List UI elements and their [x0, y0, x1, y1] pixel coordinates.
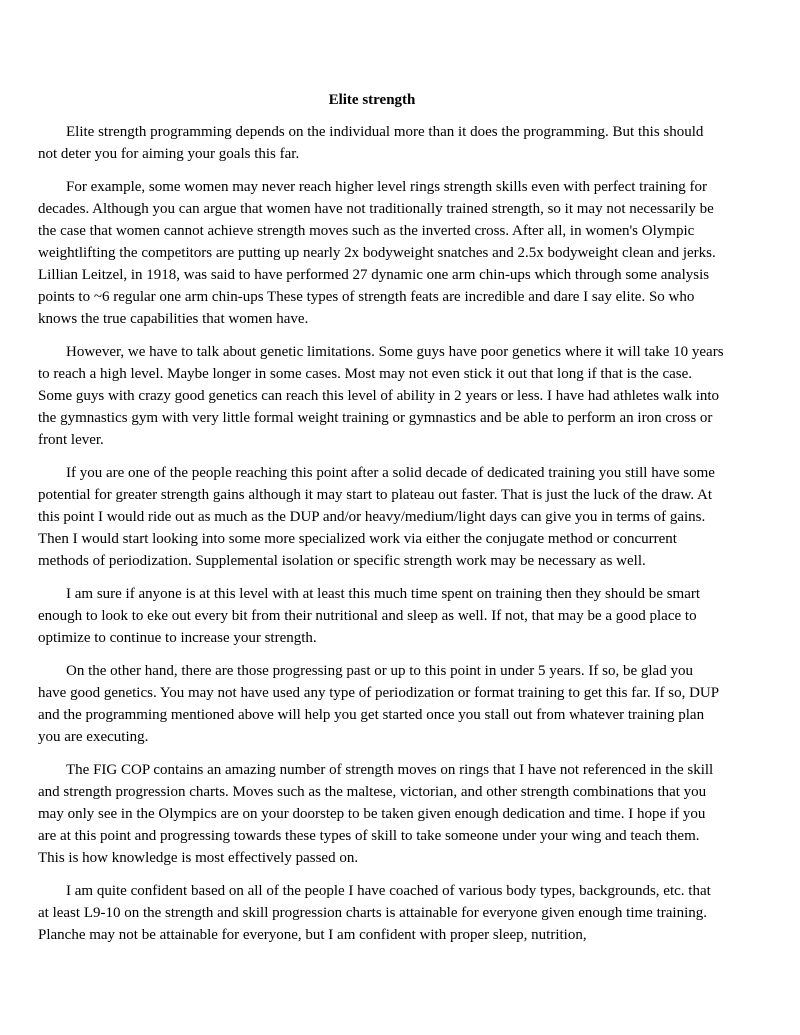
- paragraph-5: I am sure if anyone is at this level with at least this much time spent on training then they should be smart enough to look to eke out every bit from their nutritional and sleep as well. If not, that may be a good place to optimize to continue to increase your strength.: [38, 586, 701, 646]
- paragraph-2: For example, some women may never reach higher level rings strength skills even with perfect training for decades. Although you can argue that women have not traditionally trained strength, so it may not necessarily be the case that women cannot achieve strength moves such as the inverted cross. After all, in women's Olympic weightlifting the competitors are putting up nearly 2x bodyweight snatches and 2.5x bodyweight clean and jerks. Lillian Leitzel, in 1918, was said to have performed 27 dynamic one arm chin-ups which through some analysis points to ~6 regular one arm chin-ups These types of strength feats are incredible and dare I say elite. So who knows the true capabilities that women have.: [38, 179, 716, 327]
- paragraph-8: I am quite confident based on all of the people I have coached of various body types, backgrounds, etc. that at least L9-10 on the strength and skill progression charts is attainable for everyone given enough time training. Planche may not be attainable for everyone, but I am confident with proper sleep, nutrition,: [38, 883, 711, 943]
- paragraph-7: The FIG COP contains an amazing number of strength moves on rings that I have not referenced in the skill and strength progression charts. Moves such as the maltese, victorian, and other strength combinations that you may only see in the Olympics are on your doorstep to be taken given enough dedication and time. I hope if you are at this point and progressing towards these types of skill to take someone under your wing and teach them. This is how knowledge is most effectively passed on.: [38, 762, 714, 866]
- paragraph-6: On the other hand, there are those progressing past or up to this point in under 5 years. If so, be glad you have good genetics. You may not have used any type of periodization or format training to get this far. If so, DUP and the programming mentioned above will help you get started once you stall out from whatever training plan you are executing.: [38, 663, 719, 745]
- document-body: [38, 121, 724, 957]
- paragraph-3: However, we have to talk about genetic limitations. Some guys have poor genetics where it will take 10 years to reach a high level. Maybe longer in some cases. Most may not even stick it out that long if that is the case. Some guys with crazy good genetics can reach this level of ability in 2 years or less. I have had athletes walk into the gymnastics gym with very little formal weight training or gymnastics and be able to perform an iron cross or front lever.: [38, 344, 724, 448]
- paragraph-1: Elite strength programming depends on the individual more than it does the programming. But this should not deter you for aiming your goals this far.: [38, 124, 704, 162]
- page-title: Elite strength: [328, 92, 416, 108]
- paragraph-4: If you are one of the people reaching this point after a solid decade of dedicated training you still have some potential for greater strength gains although it may start to plateau out faster. That is just the luck of the draw. At this point I would ride out as much as the DUP and/or heavy/medium/light days can give you in terms of gains. Then I would start looking into some more specialized work via either the conjugate method or concurrent methods of periodization. Supplemental isolation or specific strength work may be necessary as well.: [38, 465, 715, 569]
